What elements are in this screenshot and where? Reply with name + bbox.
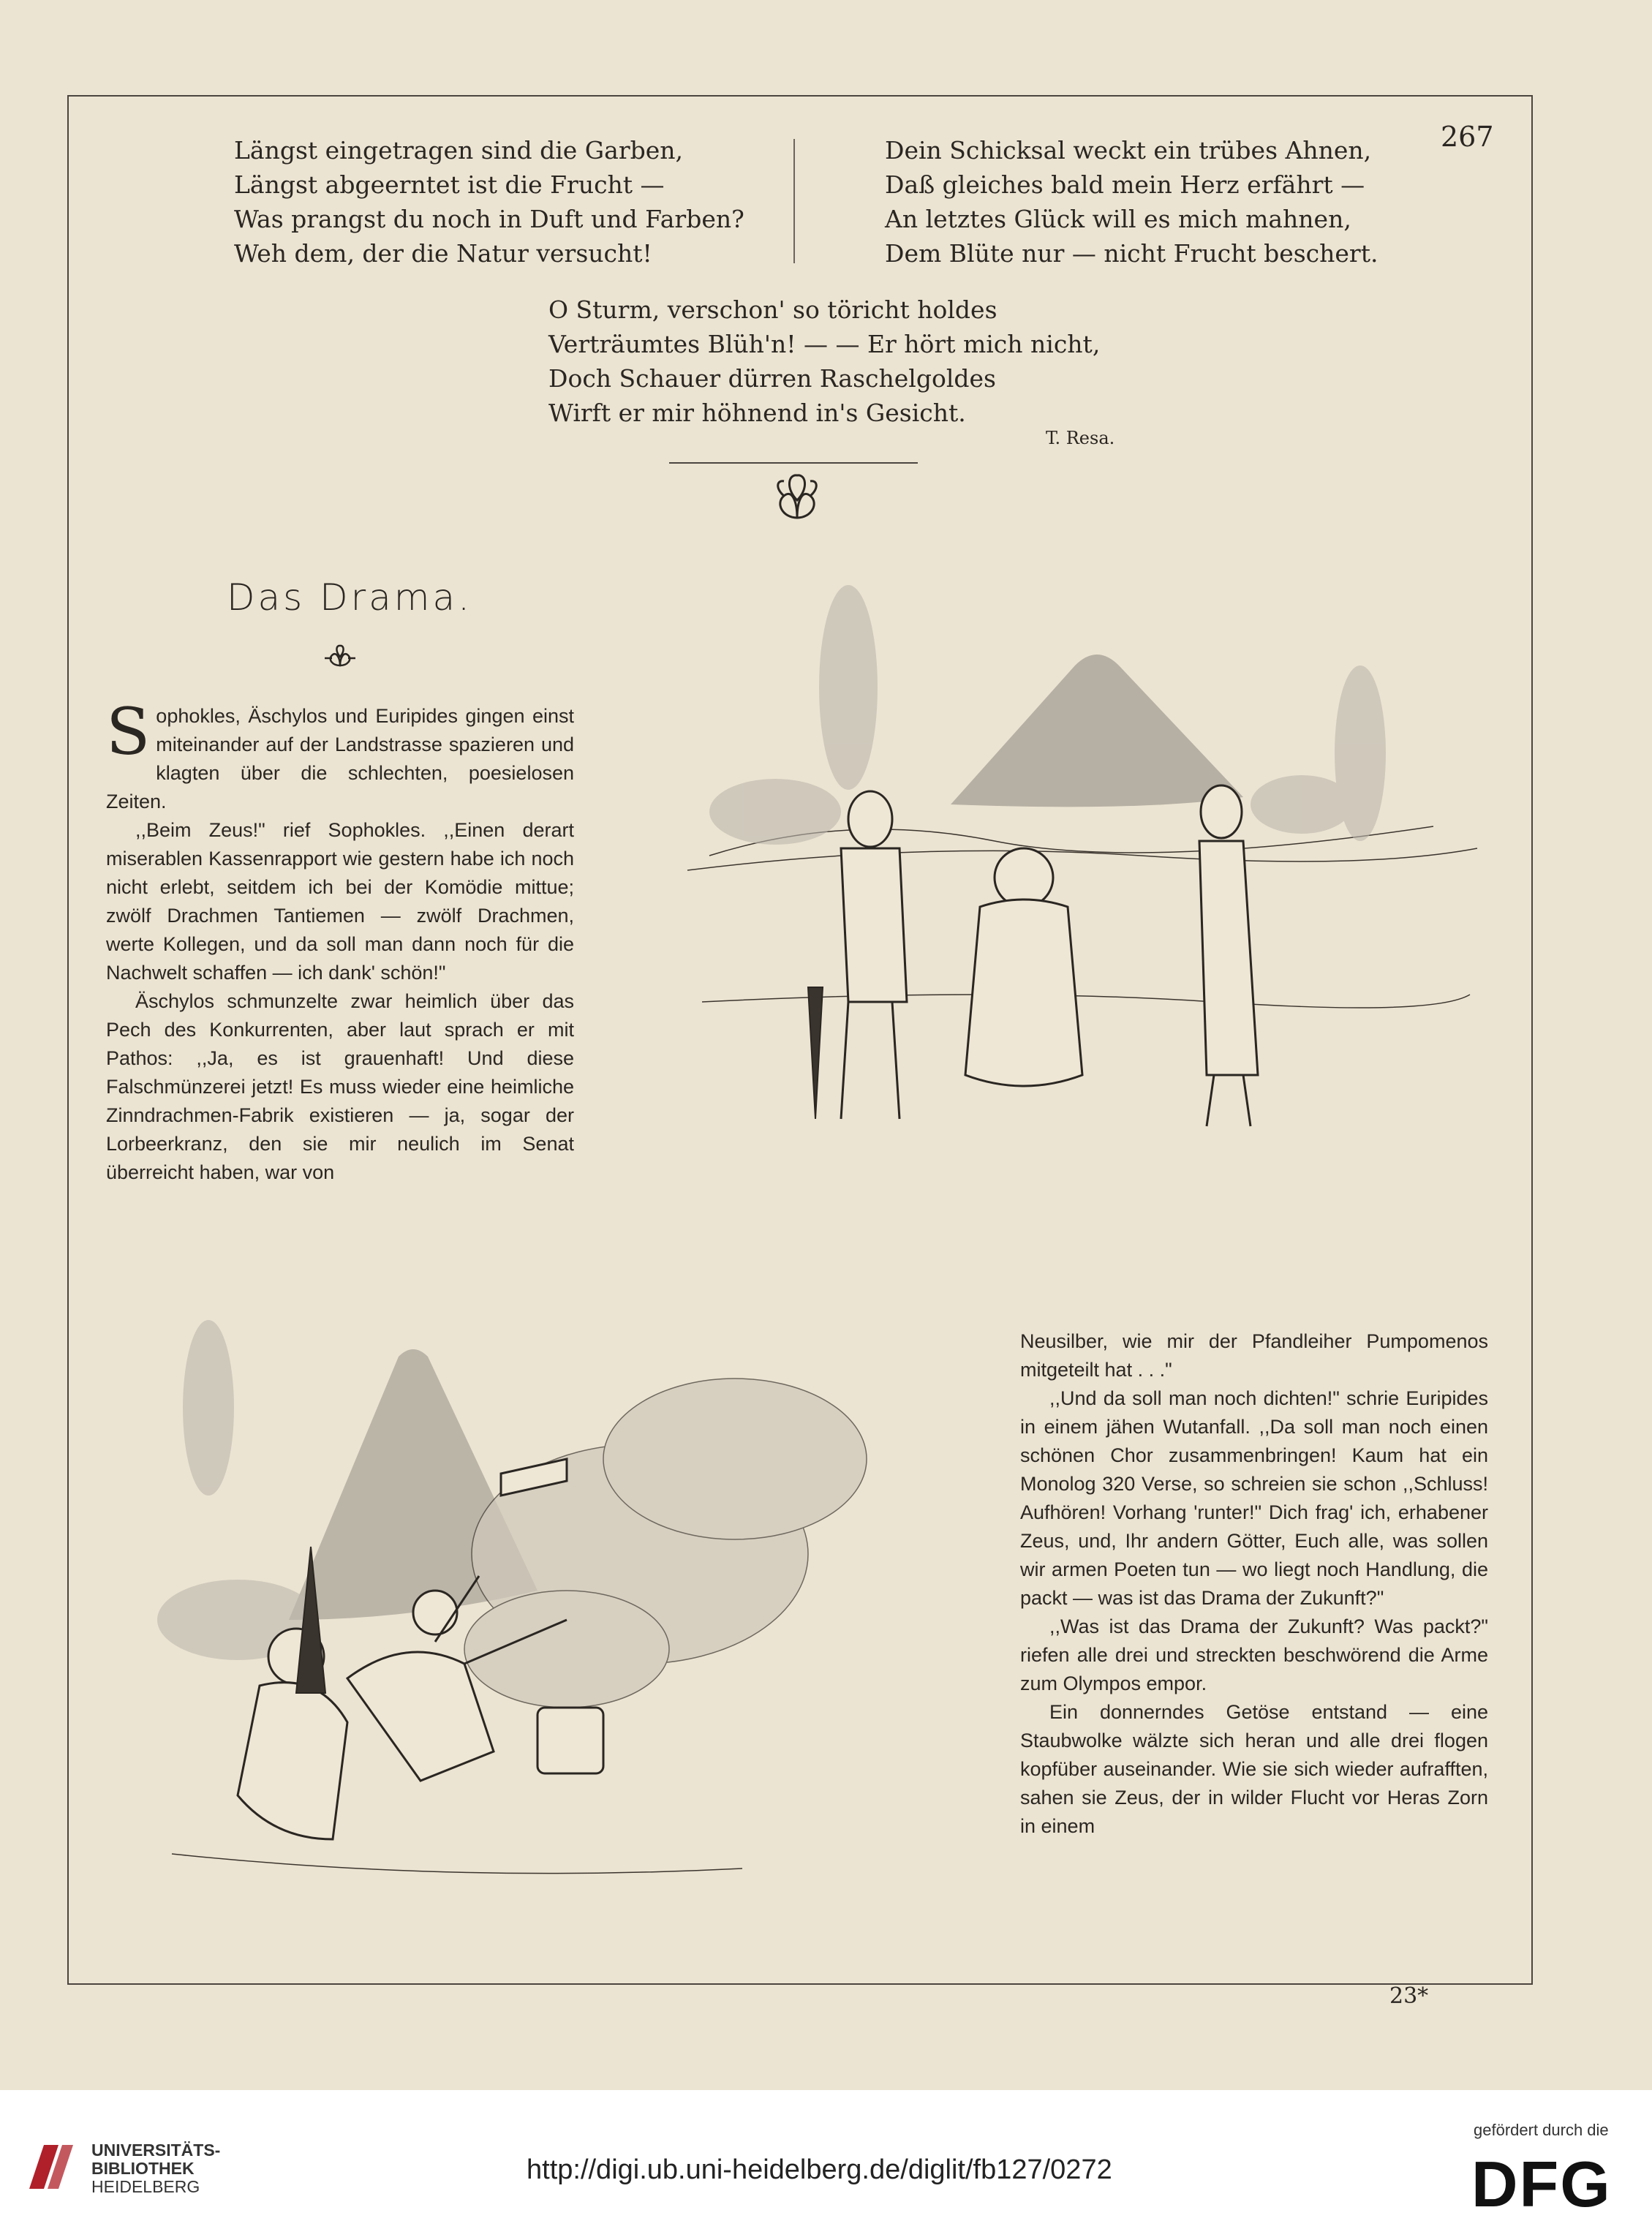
- poem-line: Dem Blüte nur — nicht Frucht beschert.: [885, 239, 1378, 268]
- poem-line: Längst abgeerntet ist die Frucht —: [234, 170, 665, 199]
- dfg-logo[interactable]: DFG: [1471, 2148, 1612, 2220]
- funding-label: gefördert durch die: [1474, 2121, 1609, 2139]
- illustration-three-poets: [629, 563, 1492, 1192]
- article-paragraph: ,,Was ist das Drama der Zukunft? Was packt?" riefen alle drei und streckten beschwörend die Arme zum Olympos empor.: [1020, 1615, 1488, 1694]
- page-number: 267: [1441, 121, 1494, 153]
- fleuron-icon: [322, 642, 358, 671]
- library-name-line: BIBLIOTHEK: [91, 2159, 195, 2178]
- article-paragraph: Neusilber, wie mir der Pfandleiher Pumpomenos mitgeteilt hat . . .": [1020, 1330, 1488, 1381]
- poem-line: Daß gleiches bald mein Herz erfährt —: [885, 170, 1365, 199]
- poem-final-stanza: [548, 293, 1100, 430]
- article-paragraph: [106, 694, 574, 816]
- university-library-logo-icon: [22, 2138, 80, 2196]
- article-column-right: [1020, 1327, 1488, 1841]
- printer-signature-mark: 23*: [1389, 1983, 1429, 2009]
- poem-line: Dein Schicksal weckt ein trübes Ahnen,: [885, 136, 1372, 165]
- poem-line: Verträumtes Blüh'n! — — Er hört mich nicht,: [548, 330, 1101, 358]
- poem-line: Wirft er mir höhnend in's Gesicht.: [548, 399, 966, 427]
- article-paragraph: Ein donnerndes Getöse entstand — eine Staubwolke wälzte sich heran und alle drei flogen kopfüber auseinander. Wie sie sich wieder aufrafften, sahen sie Zeus, der in wilder Flucht vor Heras Zorn in einem: [1020, 1701, 1488, 1837]
- university-library-name[interactable]: [91, 2141, 220, 2196]
- poem-left-stanza: [234, 133, 744, 271]
- poem-line: Was prangst du noch in Duft und Farben?: [234, 205, 744, 233]
- section-rule: [669, 462, 918, 464]
- illustration-dust-cloud: [157, 1313, 998, 1934]
- article-title: Das Drama.: [227, 576, 473, 619]
- poem-line: Doch Schauer dürren Raschelgoldes: [548, 364, 996, 393]
- poem-line: An letztes Glück will es mich mahnen,: [885, 205, 1351, 233]
- poem-line: O Sturm, verschon' so töricht holdes: [548, 295, 997, 324]
- poem-line: Längst eingetragen sind die Garben,: [234, 136, 684, 165]
- article-paragraph: ,,Und da soll man noch dichten!" schrie Euripides in einem jähen Wutanfall. ,,Da soll man noch einen schönen Chor zusammenbringen! Kaum hat ein Monolog 320 Verse, so schreien sie schon ,,Schluss! Aufhören! Vorhang 'runter!" Dich frag' ich, erhabener Zeus, und, Ihr andern Götter, Euch alle, was sollen wir armen Poeten tun — wo liegt noch Handlung, die packt — was ist das Drama der Zukunft?": [1020, 1387, 1488, 1609]
- drop-cap: S: [106, 694, 151, 769]
- poem-right-stanza: [885, 133, 1378, 271]
- poem-author: T. Resa.: [1046, 428, 1115, 448]
- footer-bar: [0, 2090, 1652, 2240]
- article-paragraph: ,,Beim Zeus!" rief Sophokles. ,,Einen derart miserablen Kassenrapport wie gestern habe ich noch nicht erlebt, seitdem ich bei der Komödie mittue; zwölf Drachmen Tantiemen — zwölf Drachmen, werte Kollegen, und da soll man dann noch für die Nachwelt schaffen — ich dank' schön!": [106, 819, 574, 984]
- library-name-line: HEIDELBERG: [91, 2177, 200, 2196]
- article-column-left: [106, 694, 574, 1187]
- library-name-line: UNIVERSITÄTS-: [91, 2141, 221, 2160]
- poem-line: Weh dem, der die Natur versucht!: [234, 239, 652, 268]
- floral-ornament-icon: [768, 467, 826, 525]
- paragraph-text: ophokles, Äschylos und Euripides gingen einst miteinander auf der Landstrasse spazieren und klagten über die schlechten, poesielosen Zeiten.: [106, 705, 574, 812]
- poem-column-divider: [793, 139, 795, 263]
- article-paragraph: Äschylos schmunzelte zwar heimlich über das Pech des Konkurrenten, aber laut sprach er mit Pathos: ,,Ja, es ist grauenhaft! Und diese Falschmünzerei jetzt! Es muss wieder eine heimliche Zinndrachmen-Fabrik existieren — ja, sogar der Lorbeerkranz, den sie mir neulich im Senat überreicht haben, war von: [106, 990, 574, 1183]
- permalink-url[interactable]: http://digi.ub.uni-heidelberg.de/diglit/fb127/0272: [527, 2154, 1112, 2185]
